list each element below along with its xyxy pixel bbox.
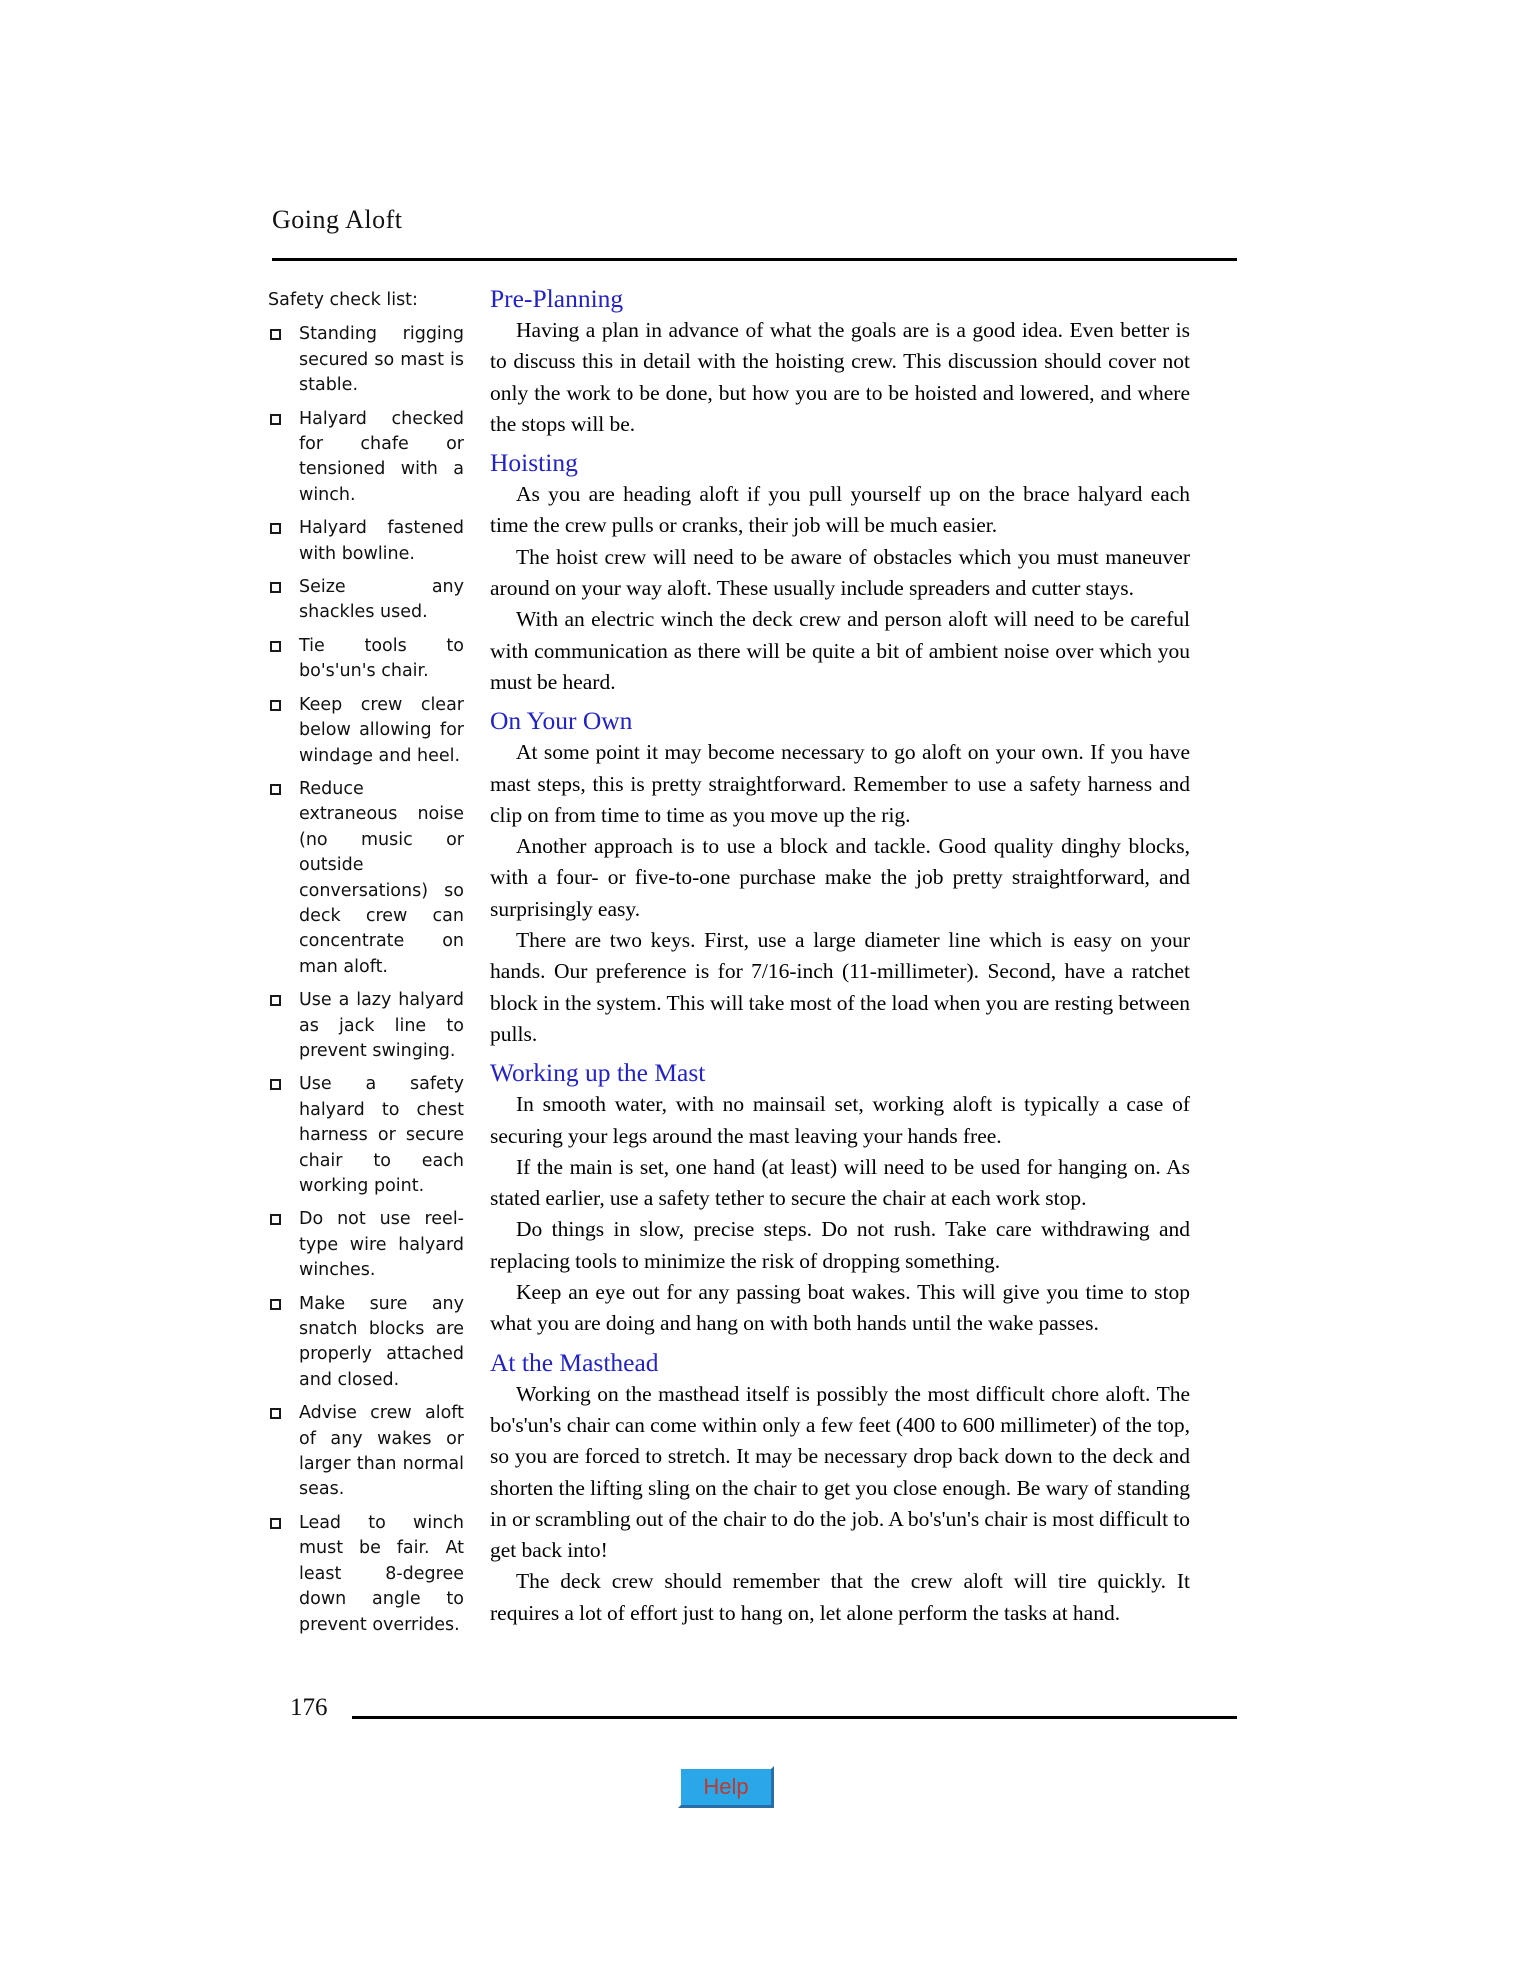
body-paragraph: Having a plan in advance of what the goals are is a good idea. Even better is to discuss this in detail with the hoisting crew. This discussion should cover not only the work to be done, but how you are to be hoisted and lowered, and where the stops will be. bbox=[490, 318, 1190, 436]
safety-checklist-title: Safety check list: bbox=[268, 290, 418, 310]
empty-checkbox-icon bbox=[270, 995, 281, 1006]
checklist-item-label: Reduce extraneous noise (no music or outside conversations) so deck crew can concentrate on man aloft. bbox=[299, 778, 464, 977]
checklist-item bbox=[268, 1401, 464, 1503]
running-head bbox=[272, 205, 402, 235]
help-button[interactable]: Help bbox=[678, 1766, 774, 1808]
checklist-item bbox=[268, 575, 464, 626]
empty-checkbox-icon bbox=[270, 1518, 281, 1529]
checklist-item-label: Halyard checked for chafe or tensioned with a winch. bbox=[299, 408, 464, 505]
empty-checkbox-icon bbox=[270, 784, 281, 795]
checklist-item-label: Make sure any snatch blocks are properly attached and closed. bbox=[299, 1293, 464, 1390]
checklist-item-label: Do not use reel-type wire halyard winches. bbox=[299, 1209, 464, 1281]
checklist-item bbox=[268, 634, 464, 685]
section-heading: Working up the Mast bbox=[490, 1058, 706, 1088]
body-paragraph: Do things in slow, precise steps. Do not rush. Take care withdrawing and replacing tools to minimize the risk of dropping something. bbox=[490, 1217, 1190, 1273]
checklist-item-label: Tie tools to bo's'un's chair. bbox=[299, 635, 464, 682]
body-paragraph: Keep an eye out for any passing boat wakes. This will give you time to stop what you are doing and hang on with both hands until the wake passes. bbox=[490, 1280, 1190, 1336]
empty-checkbox-icon bbox=[270, 1079, 281, 1090]
section-heading: Pre-Planning bbox=[490, 284, 624, 313]
checklist-item-label: Standing rigging secured so mast is stable. bbox=[299, 324, 464, 396]
section-heading: Hoisting bbox=[490, 448, 578, 478]
empty-checkbox-icon bbox=[270, 700, 281, 711]
body-paragraph: At some point it may become necessary to go aloft on your own. If you have mast steps, this is pretty straightforward. Remember to use a safety harness and clip on from time to time as you move up the rig. bbox=[490, 740, 1190, 827]
body-paragraph: The hoist crew will need to be aware of obstacles which you must maneuver around on your way aloft. These usually include spreaders and cutter stays. bbox=[490, 544, 1190, 601]
checklist-item bbox=[268, 516, 464, 567]
page-number: 176 bbox=[290, 1694, 328, 1721]
checklist-item bbox=[268, 407, 464, 509]
body-paragraph: As you are heading aloft if you pull yourself up on the brace halyard each time the crew pulls or cranks, their job will be much easier. bbox=[490, 482, 1190, 538]
empty-checkbox-icon bbox=[270, 523, 281, 534]
section-heading: At the Masthead bbox=[490, 1347, 659, 1377]
checklist-item bbox=[268, 1511, 464, 1638]
empty-checkbox-icon bbox=[270, 641, 281, 652]
checklist-item-label: Use a safety halyard to chest harness or secure chair to each working point. bbox=[299, 1074, 464, 1196]
checklist-item-label: Use a lazy halyard as jack line to prevent swinging. bbox=[299, 990, 464, 1061]
body-paragraph: If the main is set, one hand (at least) will need to be used for hanging on. As stated earlier, use a safety tether to secure the chair at each work stop. bbox=[490, 1154, 1190, 1211]
checklist-item-label: Halyard fastened with bowline. bbox=[299, 518, 464, 564]
checklist-item-label: Seize any shackles used. bbox=[299, 577, 464, 623]
safety-checklist-sidebar bbox=[268, 288, 464, 1638]
main-text-column bbox=[490, 283, 1190, 1629]
checklist-item-label: Advise crew aloft of any wakes or larger than normal seas. bbox=[299, 1403, 464, 1500]
checklist-item-label: Keep crew clear below allowing for windage and heel. bbox=[299, 694, 464, 766]
safety-checklist bbox=[268, 322, 464, 1638]
section-heading: On Your Own bbox=[490, 706, 633, 736]
empty-checkbox-icon bbox=[270, 582, 281, 593]
running-head-text: Going Aloft bbox=[272, 205, 403, 234]
empty-checkbox-icon bbox=[270, 1299, 281, 1310]
body-paragraph: In smooth water, with no mainsail set, working aloft is typically a case of securing your legs around the mast leaving your hands free. bbox=[490, 1092, 1190, 1148]
body-paragraph: The deck crew should remember that the crew aloft will tire quickly. It requires a lot of effort just to hang on, let alone perform the tasks at hand. bbox=[490, 1569, 1190, 1625]
checklist-item bbox=[268, 777, 464, 980]
checklist-item bbox=[268, 693, 464, 769]
checklist-item bbox=[268, 322, 464, 398]
checklist-item-label: Lead to winch must be fair. At least 8-degree down angle to prevent overrides. bbox=[299, 1512, 464, 1635]
checklist-item bbox=[268, 1072, 464, 1199]
empty-checkbox-icon bbox=[270, 329, 281, 340]
checklist-item bbox=[268, 988, 464, 1064]
empty-checkbox-icon bbox=[270, 1214, 281, 1225]
empty-checkbox-icon bbox=[270, 1408, 281, 1419]
footer-rule bbox=[352, 1716, 1237, 1719]
body-paragraph: Working on the masthead itself is possibly the most difficult chore aloft. The bo's'un's chair can come within only a few feet (400 to 600 millimeter) of the top, so you are forced to stretch. It may be necessary drop back down to the deck and shorten the lifting sling on the chair to get you close enough. Be wary of standing in or scrambling out of the chair to do the job. A bo's'un's chair is most difficult to get back into! bbox=[490, 1381, 1190, 1563]
empty-checkbox-icon bbox=[270, 414, 281, 425]
body-paragraph: There are two keys. First, use a large diameter line which is easy on your hands. Our preference is for 7/16-inch (11-millimeter). Second, have a ratchet block in the system. This will take most of the load when you are resting between pulls. bbox=[490, 928, 1190, 1046]
header-rule bbox=[272, 258, 1237, 261]
checklist-item bbox=[268, 1292, 464, 1394]
body-paragraph: Another approach is to use a block and tackle. Good quality dinghy blocks, with a four- or five-to-one purchase make the job pretty straightforward, and surprisingly easy. bbox=[490, 834, 1190, 921]
checklist-item bbox=[268, 1207, 464, 1283]
body-paragraph: With an electric winch the deck crew and person aloft will need to be careful with communication as there will be quite a bit of ambient noise over which you must be heard. bbox=[490, 607, 1190, 694]
